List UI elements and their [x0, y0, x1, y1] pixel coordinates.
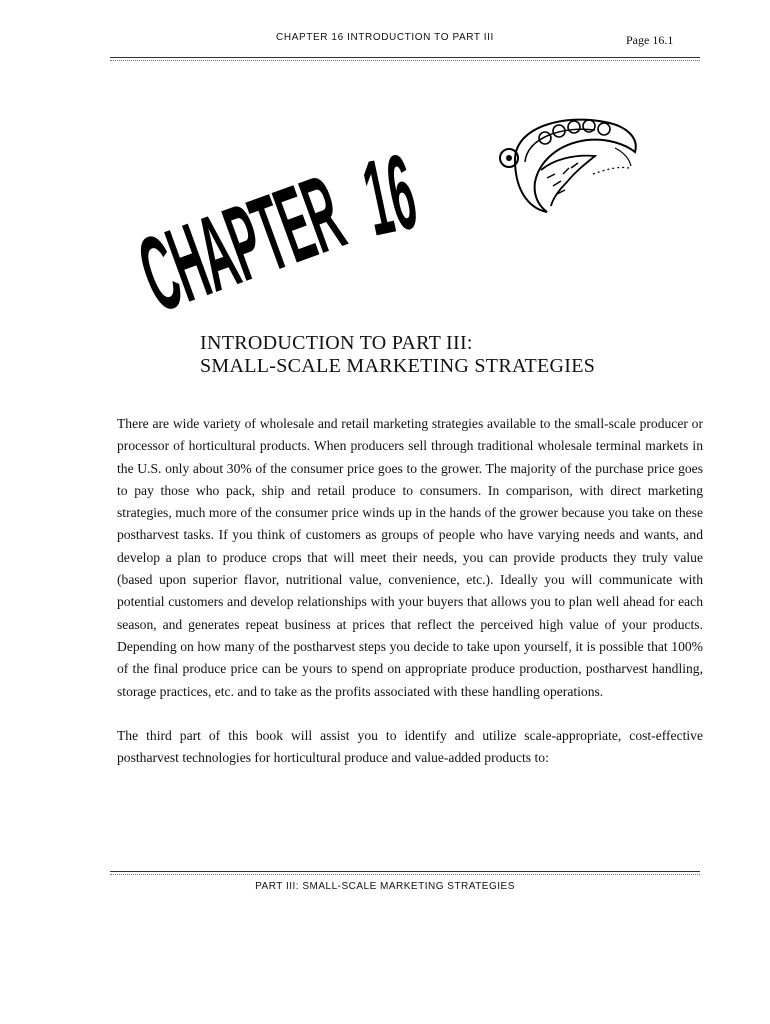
body-paragraph: There are wide variety of wholesale and retail marketing strategies available to the small-scale producer or processor of horticultural products. When producers sell through traditional wholesale terminal markets in the U.S. only about 30% of the consumer price goes to the grower. The majority of the purchase price goes to pay those who pack, ship and retail produce to consumers. In comparison, with direct marketing strategies, much more of the consumer price winds up in the hands of the grower because you take on these postharvest tasks. If you think of customers as groups of people who have varying needs and wants, and develop a plan to produce crops that will meet their needs, you can provide products they truly value (based upon superior flavor, nutritional value, convenience, etc.). Ideally you will communicate with potential customers and develop relationships with your buyers that allows you to plan well ahead for each season, and generates repeat business at prices that reflect the perceived high value of your products. Depending on how many of the postharvest steps you decide to take upon yourself, it is possible that 100% of the final produce price can be yours to spend on appropriate produce production, postharvest handling, storage practices, etc. and to take as the profits associated with these handling operations.	[117, 416, 703, 699]
running-header-title: CHAPTER 16 INTRODUCTION TO PART III	[276, 32, 494, 43]
running-footer: PART III: SMALL-SCALE MARKETING STRATEGIES	[255, 881, 515, 892]
chapter-heading	[200, 332, 720, 378]
decorative-paisley-ornament-icon	[495, 108, 645, 216]
running-header	[0, 30, 770, 50]
chapter-word-art: CHAPTER	[125, 153, 358, 336]
header-rule-dotted	[110, 60, 700, 61]
chapter-title-art	[125, 108, 470, 336]
chapter-heading-line-1: INTRODUCTION TO PART III:	[200, 332, 473, 354]
footer-rule	[110, 871, 700, 872]
footer-rule-dotted	[110, 874, 700, 875]
chapter-number-art: 16	[354, 132, 426, 260]
chapter-heading-line-2: SMALL-SCALE MARKETING STRATEGIES	[200, 355, 596, 377]
body-paragraph: The third part of this book will assist you to identify and utilize scale-appropriate, cost-effective postharvest technologies for horticultural produce and value-added products to:	[117, 727, 703, 766]
page-number: Page 16.1	[626, 33, 674, 47]
header-rule	[110, 57, 700, 58]
body-text	[117, 413, 703, 769]
